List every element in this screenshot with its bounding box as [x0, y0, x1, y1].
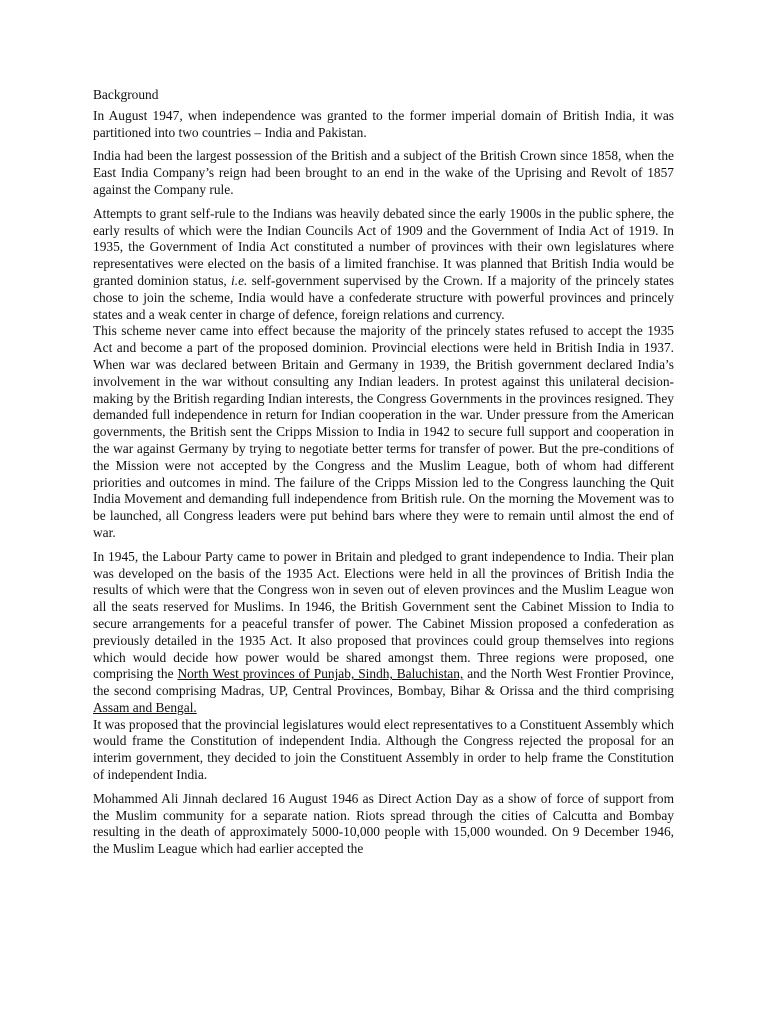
paragraph-5 [93, 549, 674, 717]
paragraph-5-text-middle: and the North West Frontier Province, the second comprising Madras, UP, Central Provinces, Bombay, Bihar & Orissa and the third comprising [93, 666, 674, 699]
paragraph-2: India had been the largest possession of the British and a subject of the British Crown since 1858, when the East India Company’s reign had been brought to an end in the wake of the Uprising and Revolt of 1857 against the Company rule. [93, 148, 674, 197]
paragraph-3-text: Attempts to grant self-rule to the Indians was heavily debated since the early 1900s in the public sphere, the early results of which were the Indian Councils Act of 1909 and the Government of India Act of 1919. In 1935, the Government of India Act constituted a number of provinces with their own legislatures where representatives were elected on the basis of a limited franchise. It was planned that British India would be granted dominion status, [93, 205, 674, 288]
paragraph-7: Mohammed Ali Jinnah declared 16 August 1946 as Direct Action Day as a show of force of support from the Muslim community for a separate nation. Riots spread through the cities of Calcutta and Bombay resulting in the death of approximately 5000-10,000 people with 15,000 wounded. On 9 December 1946, the Muslim League which had earlier accepted the [93, 790, 674, 857]
italic-abbreviation: i.e. [231, 272, 248, 288]
paragraph-3-text-end: self-government supervised by the Crown. If a majority of the princely states chose to join the scheme, India would have a confederate structure with powerful provinces and princely states and a weak center in charge of defence, foreign relations and currency. [93, 272, 674, 322]
section-heading: Background [93, 87, 159, 102]
document-page [93, 87, 674, 865]
paragraph-6: It was proposed that the provincial legislatures would elect representatives to a Constituent Assembly which would frame the Constitution of independent India. Although the Congress rejected the proposal for an interim government, they decided to join the Constituent Assembly in order to help frame the Constitution of independent India. [93, 716, 674, 783]
paragraph-5-text: In 1945, the Labour Party came to power in Britain and pledged to grant independence to India. Their plan was developed on the basis of the 1935 Act. Elections were held in all the provinces of British India the results of which were that the Congress won in seven out of eleven provinces and the Muslim League won all the seats reserved for Muslims. In 1946, the British Government sent the Cabinet Mission to India to secure arrangements for a peaceful transfer of power. The Cabinet Mission proposed a confederation as previously detailed in the 1935 Act. It also proposed that provinces could group themselves into regions which would decide how power would be shared amongst them. Three regions were proposed, one comprising the [93, 548, 674, 682]
paragraph-4: This scheme never came into effect because the majority of the princely states refused to accept the 1935 Act and become a part of the proposed dominion. Provincial elections were held in British India in 1937. When war was declared between Britain and Germany in 1939, the British government declared India’s involvement in the war without consulting any Indian leaders. In protest against this unilateral decision-making by the British regarding Indian interests, the Congress Governments in the provinces resigned. They demanded full independence in return for Indian cooperation in the war. Under pressure from the American governments, the British sent the Cripps Mission to India in 1942 to secure full support and cooperation in the war against Germany by trying to negotiate better terms for transfer of power. But the pre-conditions of the Mission were not accepted by the Congress and the Muslim League, both of whom had different priorities and outcomes in mind. The failure of the Cripps Mission led to the Congress launching the Quit India Movement and demanding full independence from British rule. On the morning the Movement was to be launched, all Congress leaders were put behind bars where they were to remain until almost the end of war. [93, 323, 674, 540]
underlined-link-assam-bengal[interactable]: Assam and Bengal. [93, 699, 197, 715]
paragraph-3 [93, 206, 674, 324]
underlined-link-north-west-provinces[interactable]: North West provinces of Punjab, Sindh, Baluchistan, [177, 666, 464, 682]
paragraph-1: In August 1947, when independence was granted to the former imperial domain of British India, it was partitioned into two countries – India and Pakistan. [93, 107, 674, 140]
